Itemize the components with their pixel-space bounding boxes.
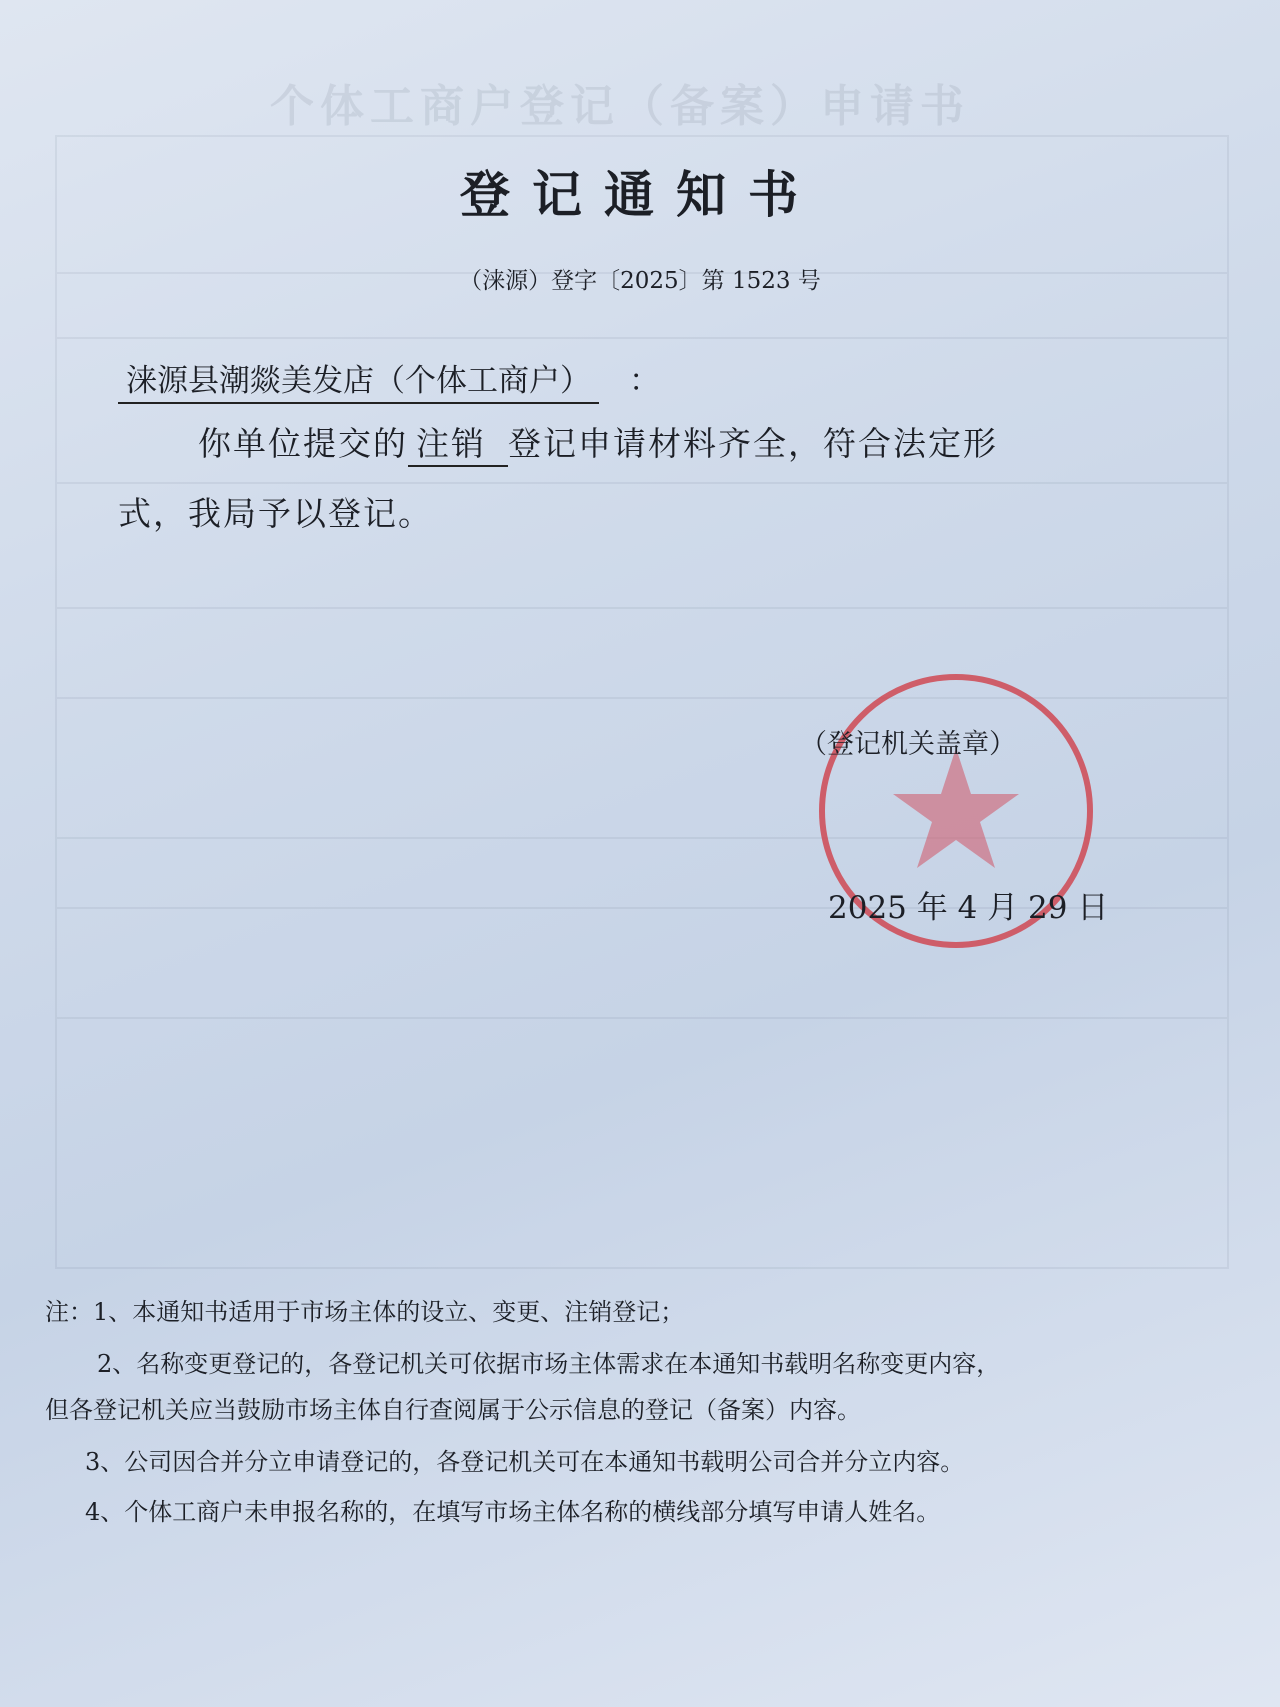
addressee-name: 涞源县潮燚美发店（个体工商户） bbox=[118, 355, 599, 404]
registration-type: 注销 bbox=[408, 418, 508, 467]
note-4: 4、个体工商户未申报名称的，在填写市场主体名称的横线部分填写申请人姓名。 bbox=[85, 1498, 941, 1526]
body-line-2: 式，我局予以登记。 bbox=[118, 494, 433, 533]
note-3: 3、公司因合并分立申请登记的，各登记机关可在本通知书载明公司合并分立内容。 bbox=[85, 1448, 965, 1476]
addressee-line bbox=[118, 355, 660, 404]
addressee-colon: ： bbox=[629, 363, 660, 399]
body-line-1 bbox=[198, 418, 998, 467]
issue-date: 2025 年 4 月 29 日 bbox=[828, 890, 1109, 926]
body-suffix: 登记申请材料齐全，符合法定形 bbox=[508, 424, 998, 463]
seal-label: （登记机关盖章） bbox=[800, 729, 1016, 760]
document-number: （涞源）登字〔2025〕第 1523 号 bbox=[459, 268, 821, 294]
seal-star-icon bbox=[893, 748, 1019, 868]
background-form-title: 个体工商户登记（备案）申请书 bbox=[270, 81, 970, 132]
document-title: 登记通知书 bbox=[460, 166, 820, 224]
body-prefix: 你单位提交的 bbox=[198, 424, 408, 463]
note-2-continued: 但各登记机关应当鼓励市场主体自行查阅属于公示信息的登记（备案）内容。 bbox=[45, 1396, 861, 1424]
note-2: 2、名称变更登记的，各登记机关可依据市场主体需求在本通知书载明名称变更内容， bbox=[97, 1350, 1001, 1378]
note-1: 注：1、本通知书适用于市场主体的设立、变更、注销登记； bbox=[45, 1298, 685, 1326]
